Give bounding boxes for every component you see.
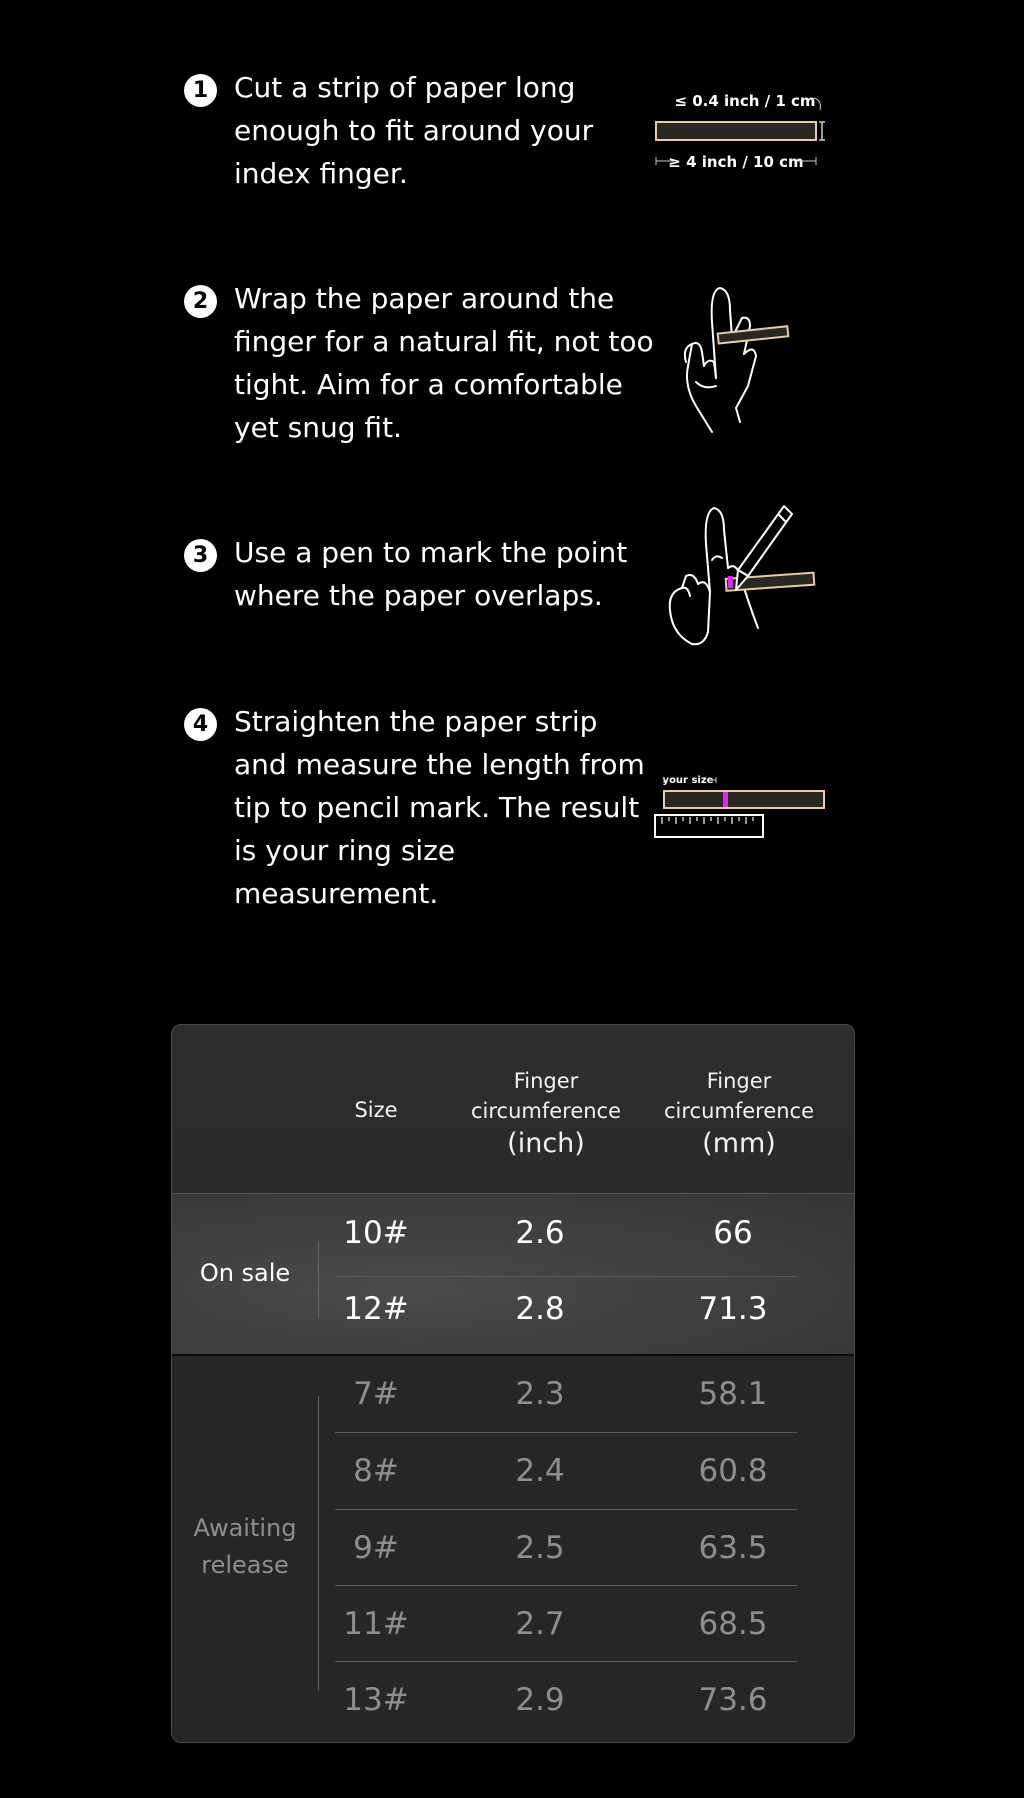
header-size-label: Size — [354, 1098, 398, 1122]
hand-wrapping-paper-illustration — [672, 282, 802, 438]
mm-cell: 58.1 — [698, 1376, 768, 1412]
size-cell: 12# — [343, 1291, 409, 1327]
paper-strip — [664, 791, 824, 808]
inch-cell: 2.5 — [515, 1530, 565, 1566]
header-mm-unit: (mm) — [702, 1128, 776, 1159]
mm-cell: 60.8 — [698, 1453, 768, 1489]
step-1 — [184, 66, 664, 196]
step-3 — [184, 531, 664, 621]
table-row — [172, 1433, 854, 1509]
paper-strip — [656, 122, 816, 140]
inch-cell: 2.9 — [515, 1682, 565, 1718]
inch-cell: 2.7 — [515, 1606, 565, 1642]
step-text: Cut a strip of paper long enough to fit around your index finger. — [234, 71, 594, 190]
paper-strip-with-ruler-illustration — [652, 768, 832, 840]
table-row — [172, 1586, 854, 1662]
ring-size-table — [171, 1024, 855, 1743]
size-cell: 9# — [353, 1530, 399, 1566]
paper-strip-dimensions-illustration — [650, 82, 840, 182]
step-text: Straighten the paper strip and measure the length from tip to pencil mark. The result is your ring size measurement. — [234, 705, 645, 910]
header-inch-title: Finger circumference — [470, 1069, 622, 1123]
group-label-on-sale: On sale — [199, 1259, 291, 1287]
inch-cell: 2.6 — [515, 1215, 565, 1251]
step-4 — [184, 700, 664, 920]
step-number: 1 — [184, 74, 217, 107]
pencil-mark — [723, 792, 728, 807]
inch-cell: 2.8 — [515, 1291, 565, 1327]
paper-strip — [718, 326, 789, 343]
table-row — [172, 1510, 854, 1586]
mm-cell: 68.5 — [698, 1606, 768, 1642]
step-number: 2 — [184, 285, 217, 318]
table-row — [172, 1271, 854, 1347]
size-cell: 13# — [343, 1682, 409, 1718]
step-text: Wrap the paper around the finger for a natural fit, not too tight. Aim for a comfortable yet snug fit. — [234, 282, 654, 444]
mm-cell: 63.5 — [698, 1530, 768, 1566]
table-header — [172, 1025, 854, 1194]
header-inch-unit: (inch) — [507, 1128, 585, 1159]
size-cell: 10# — [343, 1215, 409, 1251]
table-row — [172, 1662, 854, 1738]
step-text: Use a pen to mark the point where the paper overlaps. — [234, 536, 628, 612]
ruler-icon — [655, 815, 763, 837]
inch-cell: 2.3 — [515, 1376, 565, 1412]
group-label-awaiting-release: Awaiting release — [193, 1514, 297, 1579]
your-size-label: your size — [662, 775, 714, 786]
mm-cell: 71.3 — [698, 1291, 768, 1327]
step-2 — [184, 277, 664, 457]
header-circumference-mm — [658, 1066, 820, 1162]
header-size — [332, 1095, 420, 1125]
mm-cell: 73.6 — [698, 1682, 768, 1718]
step-number: 4 — [184, 708, 217, 741]
step-number: 3 — [184, 539, 217, 572]
awaiting-release-group — [172, 1356, 854, 1742]
size-cell: 7# — [353, 1376, 399, 1412]
on-sale-group — [172, 1194, 854, 1356]
table-row — [172, 1195, 854, 1271]
table-row — [172, 1356, 854, 1432]
mm-cell: 66 — [713, 1215, 753, 1251]
header-circumference-inch — [465, 1066, 627, 1162]
pencil-mark — [728, 576, 733, 588]
strip-length-label: ≥ 4 inch / 10 cm — [668, 153, 804, 171]
size-cell: 11# — [343, 1606, 409, 1642]
strip-width-label: ≤ 0.4 inch / 1 cm — [674, 92, 816, 110]
inch-cell: 2.4 — [515, 1453, 565, 1489]
size-cell: 8# — [353, 1453, 399, 1489]
header-mm-title: Finger circumference — [663, 1069, 815, 1123]
hand-marking-with-pen-illustration — [666, 500, 826, 652]
